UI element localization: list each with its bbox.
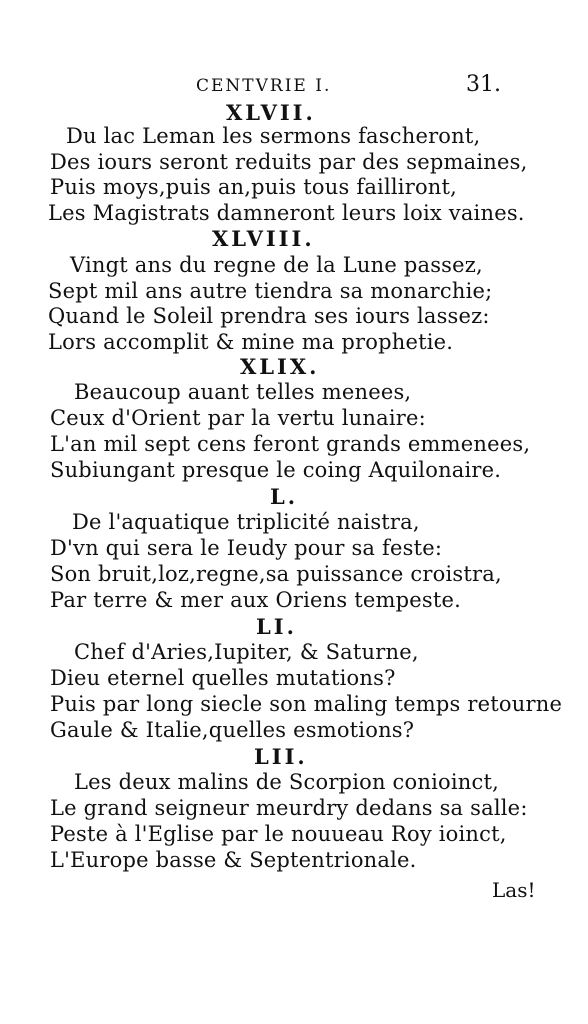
verse-line: Son bruit,loz,regne,sa puissance croistra, <box>50 562 502 586</box>
verse-line: L'Europe basse & Septentrionale. <box>50 848 417 872</box>
quatrain-number: LII. <box>254 744 308 769</box>
verse-line: Du lac Leman les sermons fascheront, <box>66 124 481 148</box>
verse-line: Vingt ans du regne de la Lune passez, <box>70 253 483 277</box>
verse-line: Des iours seront reduits par des sepmaines, <box>50 150 528 174</box>
verse-line: Chef d'Aries,Iupiter, & Saturne, <box>74 640 419 664</box>
verse-line: Les Magistrats damneront leurs loix vaines. <box>48 201 525 225</box>
verse-line: Sept mil ans autre tiendra sa monarchie; <box>48 279 493 303</box>
catchword: Las! <box>492 878 536 902</box>
verse-line: De l'aquatique triplicité naistra, <box>72 510 420 534</box>
verse-line: D'vn qui sera le Ieudy pour sa feste: <box>50 536 443 560</box>
verse-line: Ceux d'Orient par la vertu lunaire: <box>50 406 426 430</box>
verse-line: Subiungant presque le coing Aquilonaire. <box>50 458 502 482</box>
running-head: CENTVRIE I. <box>196 76 332 96</box>
verse-line: Gaule & Italie,quelles esmotions? <box>50 718 415 742</box>
verse-line: Puis par long siecle son maling temps retourne <box>50 692 563 716</box>
verse-line: Les deux malins de Scorpion conioinct, <box>74 770 499 794</box>
verse-line: Quand le Soleil prendra ses iours lassez: <box>48 304 490 328</box>
quatrain-number: LI. <box>256 614 297 639</box>
page-number: 31. <box>466 72 501 97</box>
verse-line: Puis moys,puis an,puis tous failliront, <box>50 175 458 199</box>
verse-line: Beaucoup auant telles menees, <box>74 380 412 404</box>
quatrain-number: XLVIII. <box>212 226 315 251</box>
quatrain-number: XLVII. <box>226 100 316 125</box>
quatrain-number: L. <box>270 484 299 509</box>
verse-line: Lors accomplit & mine ma prophetie. <box>48 330 454 354</box>
quatrain-number: XLIX. <box>240 354 320 379</box>
verse-line: Peste à l'Eglise par le nouueau Roy ioinct, <box>50 822 507 846</box>
verse-line: Dieu eternel quelles mutations? <box>50 666 396 690</box>
verse-line: Par terre & mer aux Oriens tempeste. <box>50 588 461 612</box>
verse-line: L'an mil sept cens feront grands emmenees, <box>50 432 531 456</box>
verse-line: Le grand seigneur meurdry dedans sa salle: <box>50 796 528 820</box>
